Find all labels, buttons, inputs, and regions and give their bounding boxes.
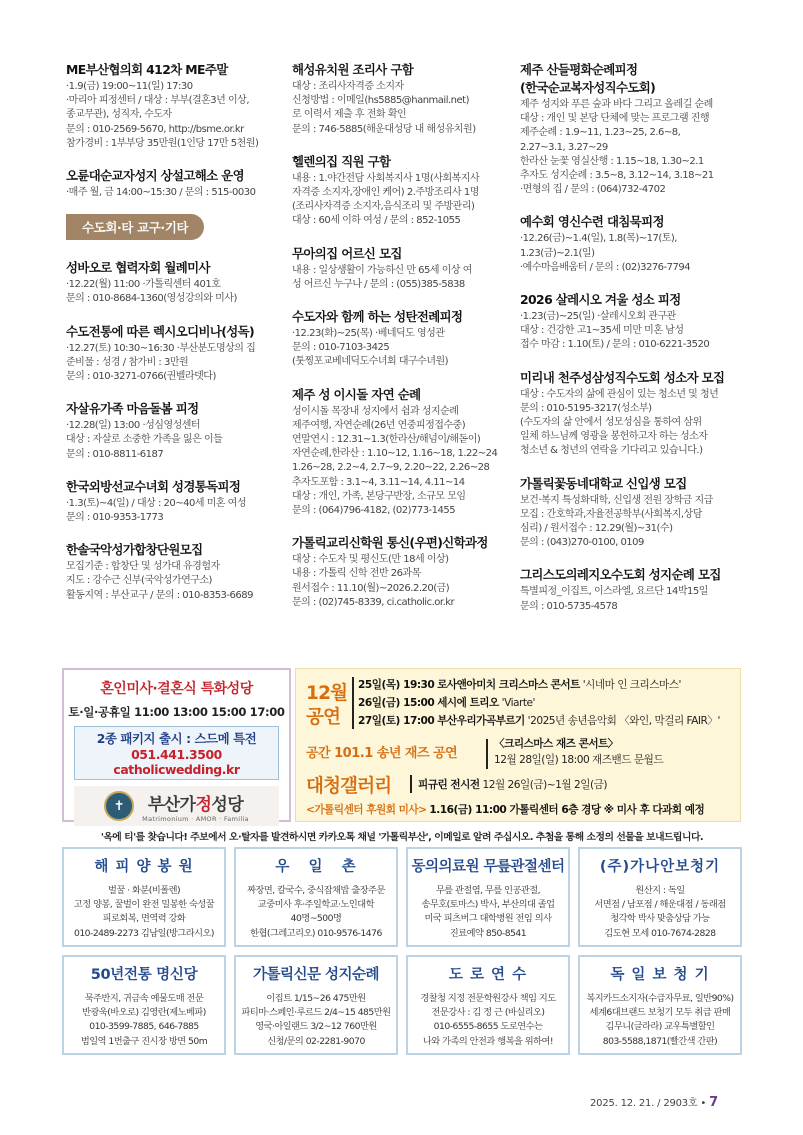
business-line: 원산지 : 독일 bbox=[635, 885, 685, 896]
item-line: ·12.26(금)~1.4(일), 1.8(목)~17(토), bbox=[520, 233, 677, 245]
concert-row bbox=[358, 713, 720, 728]
item-line: 제주 성지와 푸른 숲과 바다 그리고 올레길 순례 bbox=[520, 99, 713, 110]
item-title: 헬렌의집 직원 구함 bbox=[292, 153, 391, 169]
business-line: 010-6555-8655 도로연수는 bbox=[433, 1021, 543, 1033]
concert-title: 부산우리가곡부르기 bbox=[437, 715, 525, 727]
concert-date: 25일(목) 19:30 bbox=[358, 679, 435, 691]
business-line: 복지카드소지자(수급자무료, 일반90%) bbox=[586, 993, 734, 1004]
church-seal-icon: ✝ bbox=[104, 791, 134, 821]
item-title: 미리내 천주성삼성직수도회 성소자 모집 bbox=[520, 369, 725, 385]
item-title: 가톨릭교리신학원 통신(우편)신학과정 bbox=[292, 535, 488, 551]
concert-date: 26일(금) 15:00 bbox=[358, 697, 435, 709]
page-number: 7 bbox=[709, 1095, 718, 1110]
item-line: 활동지역 : 부산교구 / 문의 : 010-8353-6689 bbox=[66, 589, 253, 601]
business-line: 묵주반지, 귀금속 예물도매 전문 bbox=[84, 993, 204, 1004]
item-line: 청소년 & 청년의 연락을 기다리고 있습니다.) bbox=[520, 445, 703, 457]
concert-subtitle: 'Viarte' bbox=[501, 697, 535, 709]
item-line: 내용 : 1.야간전담 사회복지사 1명(사회복지사 bbox=[292, 172, 480, 184]
business-line: 전문강사 : 김 정 근 (바실리오) bbox=[431, 1007, 545, 1019]
business-line: 파티마·스페인·루르드 2/4~15 485만원 bbox=[241, 1007, 391, 1019]
notice-item bbox=[66, 479, 278, 525]
church-name-highlight: 정 bbox=[195, 794, 212, 815]
business-line: 진료예약 850-8541 bbox=[449, 927, 527, 939]
business-line: 범일역 1번출구 진시장 방면 50m bbox=[80, 1035, 208, 1047]
business-line: 반광욱(바오로) 김영란(제노베파) bbox=[82, 1007, 206, 1019]
gallery-detail: 12월 26일(금)~1월 2일(금) bbox=[482, 779, 607, 791]
item-line: (조리사자격증 소지자,음식조리 및 주방관리) bbox=[292, 201, 475, 213]
business-line: 청각학 박사 맞춤상담 가능 bbox=[610, 913, 710, 925]
item-line: (수도자의 삶 안에서 성모성심을 통하여 삼위 bbox=[520, 417, 702, 429]
notice-item bbox=[520, 567, 740, 613]
wedding-ad-title: 혼인미사·결혼식 특화성당 bbox=[100, 681, 253, 697]
item-line: 2.27~3.1, 3.27~29 bbox=[520, 141, 608, 153]
column-2 bbox=[292, 62, 510, 627]
concert-ad bbox=[295, 668, 741, 822]
item-line: 준비물 : 성경 / 참가비 : 3만원 bbox=[66, 356, 189, 368]
item-line: 대상 : 개인 및 본당 단체에 맞는 프로그램 진행 bbox=[520, 113, 710, 125]
business-ad bbox=[62, 955, 226, 1055]
item-subtitle: (한국순교복자성직수도회) bbox=[520, 80, 656, 95]
typo-notice: '옥에 티'를 찾습니다! 주보에서 오·탈자를 발견하시면 카카오톡 채널 '가톨릭부산', 이메일로 알려 주십시오. 추첨을 통해 소정의 선물을 보내드립니다. bbox=[100, 832, 704, 843]
wedding-ad-phone: 051.441.3500 catholicwedding.kr bbox=[113, 747, 240, 777]
business-title: 도 로 연 수 bbox=[448, 967, 528, 983]
item-line: 내용 : 가톨릭 신학 전반 26과목 bbox=[292, 568, 421, 580]
item-title: 수도자와 함께 하는 성탄전례피정 bbox=[292, 309, 463, 325]
item-title: 수도전통에 따른 렉시오디비나(성독) bbox=[66, 323, 255, 339]
notice-item bbox=[520, 370, 740, 459]
item-title: 한국외방선교수녀회 성경통독피정 bbox=[66, 478, 241, 494]
business-ad bbox=[406, 955, 570, 1055]
business-ad bbox=[578, 847, 742, 947]
item-line: 문의 : 010-5735-4578 bbox=[520, 600, 618, 612]
item-title: 자살유가족 마음돌봄 피정 bbox=[66, 401, 199, 417]
wedding-ad-logo bbox=[74, 786, 279, 826]
item-line: ·12.27(토) 10:30~16:30 ·부산분도명상의 집 bbox=[66, 342, 256, 354]
business-line: 010-2489-2273 김남일(방그라시오) bbox=[73, 927, 215, 939]
notice-item bbox=[520, 214, 740, 275]
business-title: (주)가나안보청기 bbox=[599, 859, 721, 875]
item-line: 대상 : 자살로 소중한 가족을 잃은 이들 bbox=[66, 434, 223, 446]
issue-date: 2025. 12. 21. / 2903호 • bbox=[590, 1098, 707, 1109]
wedding-ad-info-box bbox=[74, 726, 279, 780]
item-title: 해성유치원 조리사 구함 bbox=[292, 62, 414, 77]
concert-title: 세시에 트리오 bbox=[437, 697, 499, 709]
item-line: 참가경비 : 1부부당 35만원(1인당 17만 5천원) bbox=[66, 137, 259, 149]
church-motto: Matrimonium · AMOR · Familia bbox=[142, 814, 249, 823]
column-1 bbox=[66, 62, 278, 620]
item-line: ·매주 월, 금 14:00~15:30 / 문의 : 515-0030 bbox=[66, 187, 256, 199]
item-title: 오륜대순교자성지 상설고해소 운영 bbox=[66, 168, 244, 184]
business-line: 무릎 관절염, 무릎 인공관절, bbox=[435, 885, 541, 896]
business-line: 세계6대브랜드 보청기 모두 취급 판매 bbox=[589, 1007, 731, 1019]
gallery-row bbox=[418, 777, 607, 792]
notice-item bbox=[292, 154, 510, 229]
business-ad bbox=[62, 847, 226, 947]
wedding-ad-package: 2종 패키지 출시 : 스드메 특전 bbox=[96, 731, 257, 746]
item-line: 자연순례,한라산 : 1.10~12, 1.16~18, 1.22~24 bbox=[292, 448, 498, 460]
business-line: 교중미사 후·주일학교·노인대학 bbox=[257, 899, 375, 911]
item-line: 접수 마감 : 1.10(토) / 문의 : 010-6221-3520 bbox=[520, 339, 710, 351]
page-footer bbox=[590, 1094, 718, 1110]
item-title: 그리스도의레지오수도회 성지순례 모집 bbox=[520, 567, 721, 583]
item-title: 성바오로 협력자회 월례미사 bbox=[66, 260, 210, 276]
item-line: ·마리아 피정센터 / 대상 : 부부(결혼3년 이상, bbox=[66, 95, 249, 107]
notice-item bbox=[66, 324, 278, 385]
item-line: 일체 하느님께 영광을 봉헌하고자 하는 성소자 bbox=[520, 431, 708, 443]
business-title: 가톨릭신문 성지순례 bbox=[252, 967, 380, 983]
item-title: 2026 살레시오 겨울 성소 피정 bbox=[520, 292, 681, 308]
item-line: 대상 : 건강한 고1~35세 미만 미혼 남성 bbox=[520, 325, 684, 337]
business-title: 독 일 보 청 기 bbox=[610, 967, 710, 983]
notice-item bbox=[66, 260, 278, 306]
sponsor-label: <가톨릭센터 후원회 미사> bbox=[306, 804, 427, 816]
notice-item bbox=[520, 476, 740, 551]
notice-item bbox=[292, 246, 510, 292]
concert-subtitle: '2025년 송년음악회 〈와인, 막걸리 FAIR〉' bbox=[527, 715, 720, 727]
item-line: 신청방법 : 이메일(hs5885@hanmail.net) bbox=[292, 95, 469, 107]
item-line: 문의 : (02)745-8339, ci.catholic.or.kr bbox=[292, 596, 455, 608]
divider bbox=[352, 677, 354, 729]
item-line: 모집기준 : 합창단 및 성가대 유경험자 bbox=[66, 561, 220, 573]
notice-item bbox=[66, 62, 278, 151]
notice-item bbox=[292, 309, 510, 370]
item-line: 문의 : 010-9353-1773 bbox=[66, 512, 164, 524]
item-line: 문의 : 010-8811-6187 bbox=[66, 448, 164, 460]
divider bbox=[486, 739, 488, 769]
item-line: 특별피정_이집트, 이스라엘, 요르단 14박15일 bbox=[520, 586, 708, 598]
jazz-title-text: 〈크리스마스 재즈 콘서트〉 bbox=[494, 738, 618, 750]
item-line: ·1.9(금) 19:00~11(일) 17:30 bbox=[66, 81, 193, 92]
item-title: 한솔국악성가합창단원모집 bbox=[66, 542, 203, 558]
gallery-label: 대청갤러리 bbox=[306, 776, 392, 797]
item-line: 대상 : 개인, 가족, 본당구반장, 소규모 모임 bbox=[292, 490, 466, 502]
notice-item bbox=[66, 401, 278, 462]
item-line: ·12.28(일) 13:00 ·성심영성센터 bbox=[66, 420, 201, 432]
notice-item bbox=[292, 535, 510, 610]
gallery-title: 피규린 전시전 bbox=[418, 779, 480, 791]
item-line: 자격증 소지자,장애인 케어) 2.주방조리사 1명 bbox=[292, 187, 479, 199]
item-line: 대상 : 조리사자격증 소지자 bbox=[292, 81, 404, 92]
wedding-ad-logo-text bbox=[142, 790, 249, 823]
notice-item bbox=[292, 387, 510, 519]
item-line: 제주여행, 자연순례(26년 연중피정접수중) bbox=[292, 419, 466, 431]
business-line: 고정 양봉, 꿀벌이 완전 밀봉한 숙성꿀 bbox=[73, 899, 215, 911]
business-line: 경찰청 지정 전문학원강사 책임 지도 bbox=[420, 993, 556, 1004]
concert-title: 로사앤아미치 크리스마스 콘서트 bbox=[437, 679, 580, 691]
item-line: 문의 : 010-7103-3425 bbox=[292, 342, 390, 354]
item-line: 성이시돌 목장내 성지에서 쉼과 성지순례 bbox=[292, 405, 459, 417]
item-line: 문의 : 010-5195-3217(성소부) bbox=[520, 402, 652, 414]
business-line: 김도현 모세 010-7674-2828 bbox=[604, 927, 716, 939]
concert-row bbox=[358, 695, 535, 710]
business-line: 영국·아일랜드 3/2~12 760만원 bbox=[255, 1021, 377, 1033]
church-name-part: 성당 bbox=[211, 794, 244, 815]
item-line: 성 어르신 누구나 / 문의 : (055)385-5838 bbox=[292, 278, 465, 290]
business-line: 이집트 1/15~26 475만원 bbox=[266, 993, 366, 1004]
item-title: 제주 산들평화순례피정 bbox=[520, 62, 638, 77]
category-badge: 수도회·타 교구·기타 bbox=[66, 214, 204, 240]
item-line: 문의 : (064)796-4182, (02)773-1455 bbox=[292, 505, 456, 517]
wedding-ad bbox=[62, 668, 291, 822]
item-line: 문의 : (043)270-0100, 0109 bbox=[520, 537, 644, 549]
concert-month-label: 12월 bbox=[306, 683, 348, 704]
notice-item bbox=[292, 62, 510, 137]
concert-month-label-2: 공연 bbox=[306, 707, 341, 728]
sponsor-detail: 1.16(금) 11:00 가톨릭센터 6층 경당 ※ 미사 후 다과회 예정 bbox=[429, 804, 705, 816]
sponsor-row bbox=[306, 802, 704, 817]
item-title: 무아의집 어르신 모집 bbox=[292, 245, 402, 261]
business-title: 우 일 촌 bbox=[275, 859, 357, 875]
business-line: 서면점 / 남포점 / 해운대점 / 동래점 bbox=[594, 899, 726, 911]
business-title: 동의의료원 무릎관절센터 bbox=[411, 859, 565, 875]
item-line: 연말연시 : 12.31~1.3(한라산/해넘이/해돋이) bbox=[292, 434, 481, 446]
notice-item bbox=[520, 62, 740, 197]
business-ad bbox=[234, 955, 398, 1055]
jazz-title bbox=[494, 736, 618, 751]
business-ad bbox=[234, 847, 398, 947]
jazz-label: 공간 101.1 송년 재즈 공연 bbox=[306, 746, 458, 761]
business-line: 벌꿀 · 화분(비폴렌) bbox=[107, 885, 181, 896]
item-line: ·1.23(금)~25(일) ·살레시오회 관구관 bbox=[520, 311, 676, 323]
business-line: 김무니(글라라) 교우특별할인 bbox=[605, 1021, 715, 1033]
item-line: 로 이력서 제출 후 전화 확인 bbox=[292, 109, 407, 121]
business-line: 미국 피츠버그 대학병원 전임 의사 bbox=[424, 913, 552, 925]
business-line: 010-3599-7885, 646-7885 bbox=[89, 1021, 199, 1033]
item-line: (툿찡포교베네딕도수녀회 대구수녀원) bbox=[292, 356, 449, 368]
business-line: 짜장면, 칼국수, 중식잡채밥 출장주문 bbox=[247, 885, 385, 896]
column-3 bbox=[520, 62, 740, 631]
item-line: 지도 : 강수근 신부(국악성가연구소) bbox=[66, 575, 212, 587]
item-line: 제주순례 : 1.9~11, 1.23~25, 2.6~8, bbox=[520, 127, 681, 139]
item-line: ·12.23(화)~25(목) ·베네딕도 영성관 bbox=[292, 328, 445, 340]
item-line: ·1.3(토)~4(일) / 대상 : 20~40세 미혼 여성 bbox=[66, 497, 247, 509]
item-line: 문의 : 010-8684-1360(영성강의와 미사) bbox=[66, 293, 237, 305]
concert-date: 27일(토) 17:00 bbox=[358, 715, 435, 727]
item-line: 문의 : 010-2569-5670, http://bsme.or.kr bbox=[66, 123, 244, 135]
business-title: 50년전통 명신당 bbox=[90, 967, 198, 983]
item-line: 보건·복지 특성화대학, 신입생 전원 장학금 지급 bbox=[520, 494, 713, 506]
item-line: 문의 : 010-3271-0766(권벨라뎃다) bbox=[66, 371, 216, 383]
divider bbox=[410, 775, 412, 793]
concert-row bbox=[358, 677, 681, 692]
item-line: 내용 : 일상생활이 가능하신 만 65세 이상 여 bbox=[292, 264, 472, 276]
business-line: 한협(그레고리오) 010-9576-1476 bbox=[250, 927, 382, 939]
wedding-ad-times: 토·일·공휴일 11:00 13:00 15:00 17:00 bbox=[68, 705, 285, 719]
item-line: 심리) / 원서접수 : 12.29(월)~31(수) bbox=[520, 523, 673, 535]
business-ad bbox=[578, 955, 742, 1055]
item-title: 가톨릭꽃동네대학교 신입생 모집 bbox=[520, 475, 687, 491]
business-ad bbox=[406, 847, 570, 947]
item-line: 1.26~28, 2.2~4, 2.7~9, 2.20~22, 2.26~28 bbox=[292, 462, 490, 474]
business-line: 피로회복, 면역력 강화 bbox=[102, 913, 186, 925]
item-line: 모집 : 간호학과,자율전공학부(사회복지,상담 bbox=[520, 508, 702, 520]
item-line: 추자도 성지순례 : 3.5~8, 3.12~14, 3.18~21 bbox=[520, 170, 714, 182]
jazz-detail: 12월 28일(일) 18:00 재즈밴드 문월드 bbox=[494, 754, 664, 766]
business-line: 송무호(토마스) 박사, 부산의대 졸업 bbox=[421, 899, 555, 911]
notice-item bbox=[66, 542, 278, 603]
business-line: 나와 가족의 안전과 행복을 위하여! bbox=[422, 1035, 554, 1047]
item-line: 추자도포함 : 3.1~4, 3.11~14, 4.11~14 bbox=[292, 476, 465, 488]
item-line: ·예수마음배움터 / 문의 : (02)3276-7794 bbox=[520, 261, 691, 273]
item-line: 대상 : 수도자의 삶에 관심이 있는 청소년 및 청년 bbox=[520, 388, 719, 400]
item-line: 대상 : 60세 이하 여성 / 문의 : 852-1055 bbox=[292, 215, 461, 227]
item-line: 문의 : 746-5885(해운대성당 내 해성유치원) bbox=[292, 123, 476, 135]
notice-item bbox=[66, 168, 278, 200]
business-line: 803-5588,1871(빨간색 간판) bbox=[602, 1035, 718, 1047]
business-line: 신청/문의 02-2281-9070 bbox=[267, 1035, 365, 1047]
item-line: 종교무관), 성직자, 수도자 bbox=[66, 109, 172, 121]
item-line: ·12.22(월) 11:00 ·가톨릭센터 401호 bbox=[66, 279, 221, 291]
church-name bbox=[142, 790, 249, 815]
notice-item bbox=[520, 292, 740, 353]
item-line: 대상 : 수도자 및 평신도(만 18세 이상) bbox=[292, 554, 449, 566]
item-line: 1.23(금)~2.1(일) bbox=[520, 247, 595, 259]
item-line: 원서접수 : 11.10(월)~2026.2.20(금) bbox=[292, 582, 450, 594]
item-title: ME부산협의회 412차 ME주말 bbox=[66, 62, 228, 77]
concert-subtitle: '시네마 인 크리스마스' bbox=[582, 679, 681, 691]
item-title: 제주 성 이시돌 자연 순례 bbox=[292, 386, 421, 402]
church-name-part: 부산가 bbox=[147, 794, 196, 815]
item-title: 예수회 영신수련 대침묵피정 bbox=[520, 214, 664, 230]
business-line: 40명~500명 bbox=[290, 913, 342, 925]
item-line: 한라산 눈꽃 영실산행 : 1.15~18, 1.30~2.1 bbox=[520, 155, 704, 167]
item-line: ·면형의 집 / 문의 : (064)732-4702 bbox=[520, 184, 666, 196]
business-title: 해 피 양 봉 원 bbox=[94, 859, 194, 875]
